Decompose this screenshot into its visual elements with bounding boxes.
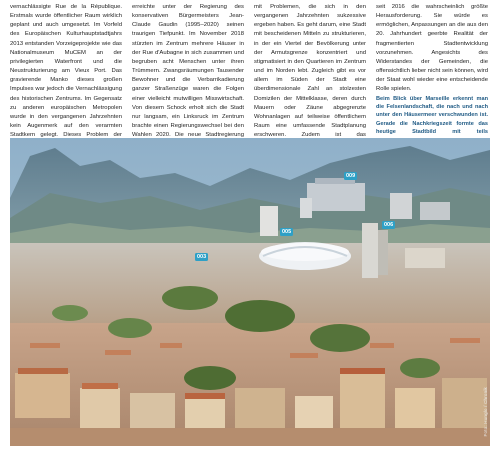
city-panorama-photo <box>10 138 490 446</box>
map-marker: 003 <box>197 254 207 260</box>
text-column-4 <box>376 3 488 135</box>
text-column-2 <box>132 3 244 139</box>
text-column-3 <box>254 3 366 139</box>
map-marker: 005 <box>282 229 292 235</box>
panorama-illustration <box>10 138 490 446</box>
photo-caption: Beim Blick über Marseille erkennt man die Felsenlandschaft, die nach und nach unter den Häusermeer verschwunden ist. Gerade die Nachkriegszeit formte das heutige Stadtbild mit teils <box>376 95 488 136</box>
paragraph: vernachlässigte Rue de la République. Erstmals wurde öffentlicher Raum wirklich geplant und auch umgesetzt. Im Vorfeld des Europäischen Kulturhauptstadtjahrs 2013 entstanden Vorzeigeprojekte wie das Nationalmuseum MuCEM an der privilegierten Waterfront und die Neustrukturierung am Vieux Port. Das gravierende Manko dieses großen Impulses war jedoch die Vernachlässigung des historischen Zentrums. Im Gegensatz zu anderen europäischen Metropolen wurde in den vergangenen Jahrzehnten kein Augenmerk auf den verarmten Stadtkern gelegt. Dieses Problem der <box>10 4 122 139</box>
paragraph: seit 2016 die wahrscheinlich größte Herausforderung. Sie würde es ermöglichen, Anpassungen an die aus den 20. Jahrhundert geerbte Realität der fragmentierten Stadtentwicklung vorzunehmen. Angesichts des Widerstandes der Gemeinden, die offensichtlich lieber nicht sein können, wird der Staat wohl wieder eine entscheidende Rolle spielen. <box>376 4 488 93</box>
photo-credit: Foto: Hunglo / Chronik <box>483 386 488 436</box>
map-marker: 006 <box>384 222 394 228</box>
text-column-1 <box>10 3 122 139</box>
paragraph: mit Problemen, die sich in den vergangenen Jahrzehnten sukzessive ergeben haben. Es geht darum, eine Stadt mit bescheidenen Mitteln zu strukturieren, in der ein Viertel der Bevölkerung unter der Armutsgrenze konzentriert und stigmatisiert in den Quartieren im Zentrum und im Norden lebt. Zugleich gibt es vor allem im Süden der Stadt eine überdimensionale Zahl an stolzesten Domizilen der Mittelklasse, deren durch Mauern oder Zäune abgegrenzte Wohnanlagen auf teilweise öffentlichem Raum eine umfassende Stadtplanung erschweren. Zudem ist das <box>254 4 366 139</box>
paragraph: erreichte unter der Regierung des konservativen Bürgermeisters Jean-Claude Gaudin (1995–2020) seinen traurigen Tiefpunkt. Im November 2018 stürzten im Zentrum mehrere Häuser in der Rue d'Aubagne in sich zusammen und begruben acht Menschen unter ihren Trümmern. Zwangsräumungen Tausender Bewohner und die Verbarrikadierung ganzer Straßenzüge waren die Folgen einer vielleicht mutwilligen Misswirtschaft. Von diesem Schock erholt sich die Stadt nur langsam, ein Linksruck im Zentrum brachte einen Regierungswechsel bei den Wahlen 2020. Die neue Stadtregierung <box>132 4 244 139</box>
article-columns <box>10 3 490 139</box>
map-marker: 009 <box>346 173 356 179</box>
